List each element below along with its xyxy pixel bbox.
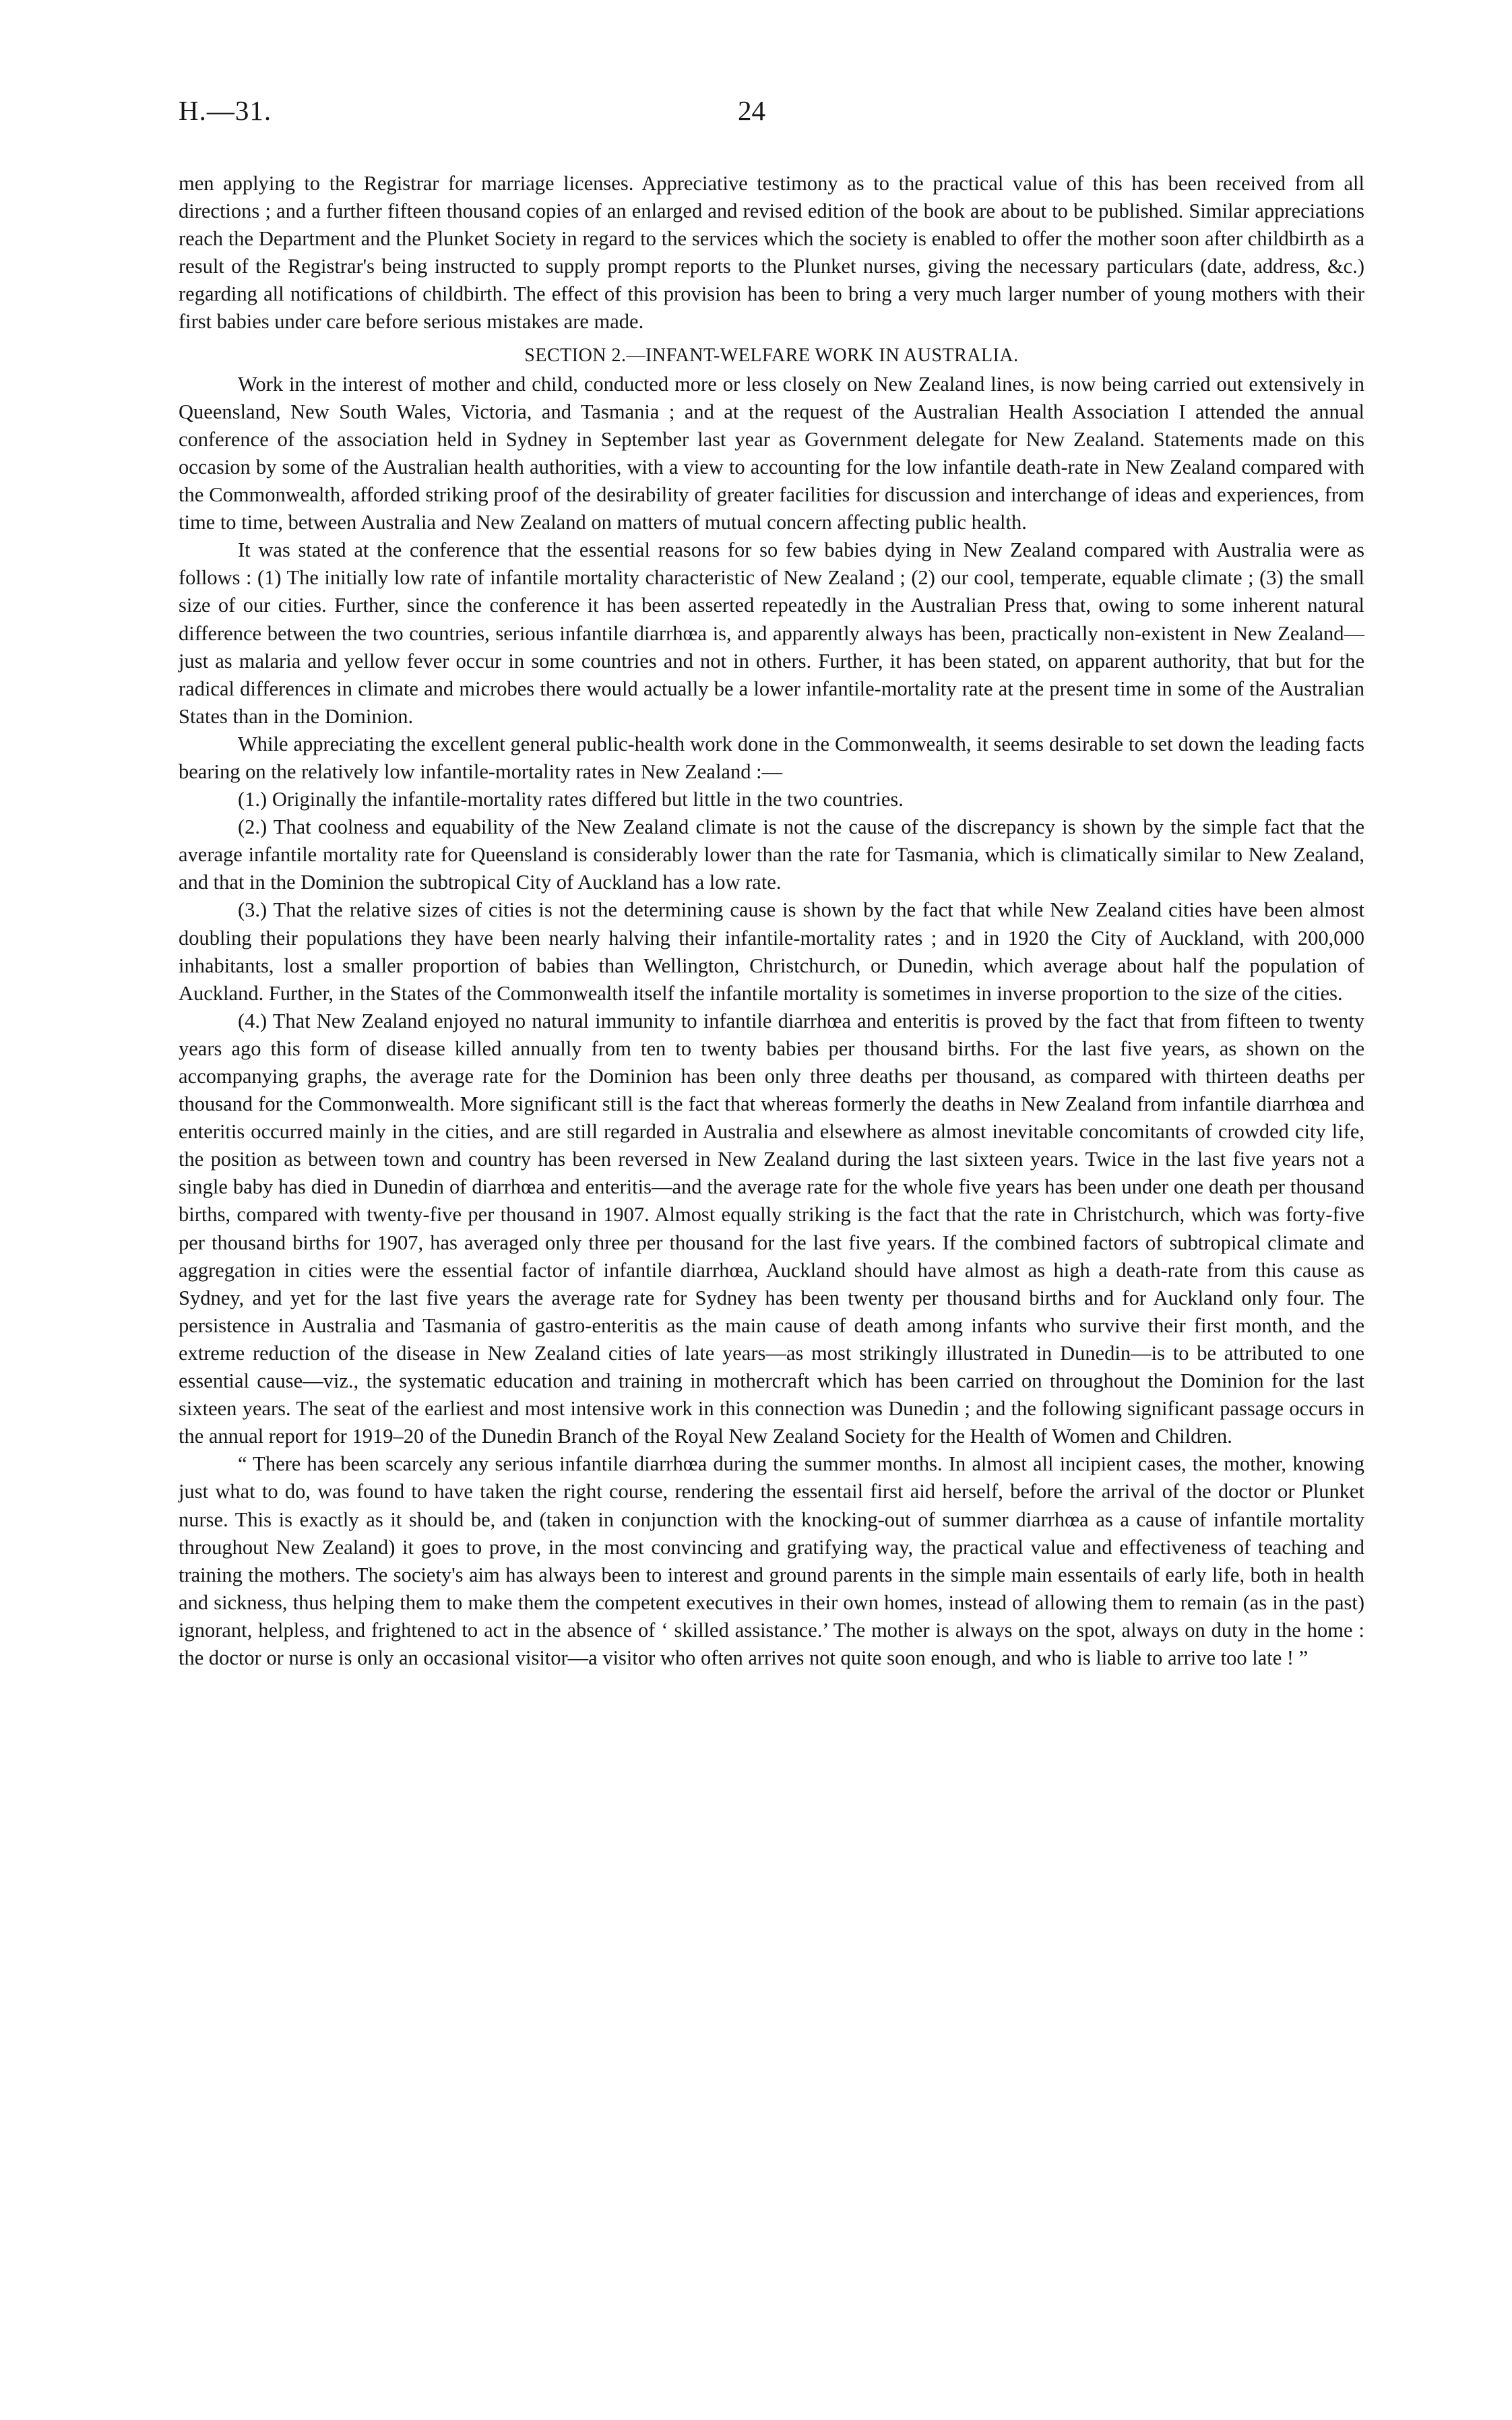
page-body — [179, 170, 1364, 1672]
fact-item-4: (4.) That New Zealand enjoyed no natural immunity to infantile diarrhœa and enteritis is proved by the fact that from fifteen to twenty years ago this form of disease killed annually from ten to twenty babies per thousand births. For the last five years, as shown on the accompanying graphs, the average rate for the Dominion has been only three deaths per thousand, as compared with thirteen deaths per thousand for the Commonwealth. More significant still is the fact that whereas formerly the deaths in New Zealand from infantile diarrhœa and enteritis occurred mainly in the cities, and are still regarded in Australia and elsewhere as almost inevitable concomitants of crowded city life, the position as between town and country has been reversed in New Zealand during the last sixteen years. Twice in the last five years not a single baby has died in Dunedin of diarrhœa and enteritis—and the average rate for the whole five years has been under one death per thousand births, compared with twenty-five per thousand in 1907. Almost equally striking is the fact that the rate in Christchurch, which was forty-five per thousand births for 1907, has averaged only three per thousand for the last five years. If the combined factors of subtropical climate and aggregation in cities were the essential factor of infantile diarrhœa, Auckland should have almost as high a death-rate from this cause as Sydney, and yet for the last five years the average rate for Sydney has been twenty per thousand births and for Auckland only four. The persistence in Australia and Tasmania of gastro-enteritis as the main cause of death among infants who survive their first month, and the extreme reduction of the disease in New Zealand cities of late years—as most strikingly illustrated in Dunedin—is to be attributed to one essential cause—viz., the systematic education and training in mothercraft which has been carried on throughout the Dominion for the last sixteen years. The seat of the earliest and most intensive work in this connection was Dunedin ; and the following significant passage occurs in the annual report for 1919–20 of the Dunedin Branch of the Royal New Zealand Society for the Health of Women and Children. — [179, 1009, 1364, 1448]
fact-item-1: (1.) Originally the infantile-mortality rates differed but little in the two countries. — [238, 788, 904, 811]
intro-paragraph: men applying to the Registrar for marriage licenses. Appreciative testimony as to the practical value of this has been received from all directions ; and a further fifteen thousand copies of an enlarged and revised edition of the book are about to be published. Similar appreciations reach the Department and the Plunket Society in regard to the services which the society is enabled to offer the mother soon after childbirth as a result of the Registrar's being instructed to supply prompt reports to the Plunket nurses, giving the necessary particulars (date, address, &c.) regarding all notifications of childbirth. The effect of this provision has been to bring a very much larger number of young mothers with their first babies under care before serious mistakes are made. — [179, 172, 1364, 334]
section-heading: SECTION 2.—INFANT-WELFARE WORK IN AUSTRALIA. — [524, 344, 1019, 366]
fact-item-3: (3.) That the relative sizes of cities is not the determining cause is shown by the fact that while New Zealand cities have been almost doubling their populations they have been nearly halving their infantile-mortality rates ; and in 1920 the City of Auckland, with 200,000 inhabitants, lost a smaller proportion of babies than Wellington, Christchurch, or Dunedin, which average about half the population of Auckland. Further, in the States of the Commonwealth itself the infantile mortality is sometimes in inverse proportion to the size of the cities. — [179, 898, 1364, 1005]
paragraph-leading-facts: While appreciating the excellent general public-health work done in the Commonwealth, it seems desirable to set down the leading facts bearing on the relatively low infantile-mortality rates in New Zealand :— — [179, 732, 1364, 783]
page-header — [179, 94, 1364, 135]
fact-item-2: (2.) That coolness and equability of the New Zealand climate is not the cause of the discrepancy is shown by the simple fact that the average infantile mortality rate for Queensland is considerably lower than the rate for Tasmania, which is climatically similar to New Zealand, and that in the Dominion the subtropical City of Auckland has a low rate. — [179, 815, 1364, 894]
page-number: 24 — [738, 95, 765, 126]
paragraph-reasons: It was stated at the conference that the essential reasons for so few babies dying in New Zealand compared with Australia were as follows : (1) The initially low rate of infantile mortality characteristic of New Zealand ; (2) our cool, temperate, equable climate ; (3) the small size of our cities. Further, since the conference it has been asserted repeatedly in the Australian Press that, owing to some inherent natural difference between the two countries, serious infantile diarrhœa is, and apparently always has been, practically non-existent in New Zealand—just as malaria and yellow fever occur in some countries and not in others. Further, it has been stated, on apparent authority, that but for the radical differences in climate and microbes there would actually be a lower infantile-mortality rate at the present time in some of the Australian States than in the Dominion. — [179, 538, 1364, 728]
report-quotation: “ There has been scarcely any serious infantile diarrhœa during the summer months. In almost all incipient cases, the mother, knowing just what to do, was found to have taken the right course, rendering the essentail first aid herself, before the arrival of the doctor or Plunket nurse. This is exactly as it should be, and (taken in conjunction with the knocking-out of summer diarrhœa as a cause of infantile mortality throughout New Zealand) it goes to prove, in the most convincing and gratifying way, the practical value and effectiveness of teaching and training the mothers. The society's aim has always been to interest and ground parents in the simple main essentails of early life, both in health and sickness, thus helping them to make them the competent executives in their own homes, instead of allowing them to remain (as in the past) ignorant, helpless, and frightened to act in the absence of ‘ skilled assistance.’ The mother is always on the spot, always on duty in the home : the doctor or nurse is only an occasional visitor—a visitor who often arrives not quite soon enough, and who is liable to arrive too late ! ” — [179, 1452, 1364, 1669]
paragraph-conference: Work in the interest of mother and child, conducted more or less closely on New Zealand lines, is now being carried out extensively in Queensland, New South Wales, Victoria, and Tasmania ; and at the request of the Australian Health Association I attended the annual conference of the association held in Sydney in September last year as Government delegate for New Zealand. Statements made on this occasion by some of the Australian health authorities, with a view to accounting for the low infantile death-rate in New Zealand compared with the Commonwealth, afforded striking proof of the desirability of greater facilities for discussion and interchange of ideas and experiences, from time to time, between Australia and New Zealand on matters of mutual concern affecting public health. — [179, 372, 1364, 534]
document-reference: H.—31. — [179, 95, 272, 126]
